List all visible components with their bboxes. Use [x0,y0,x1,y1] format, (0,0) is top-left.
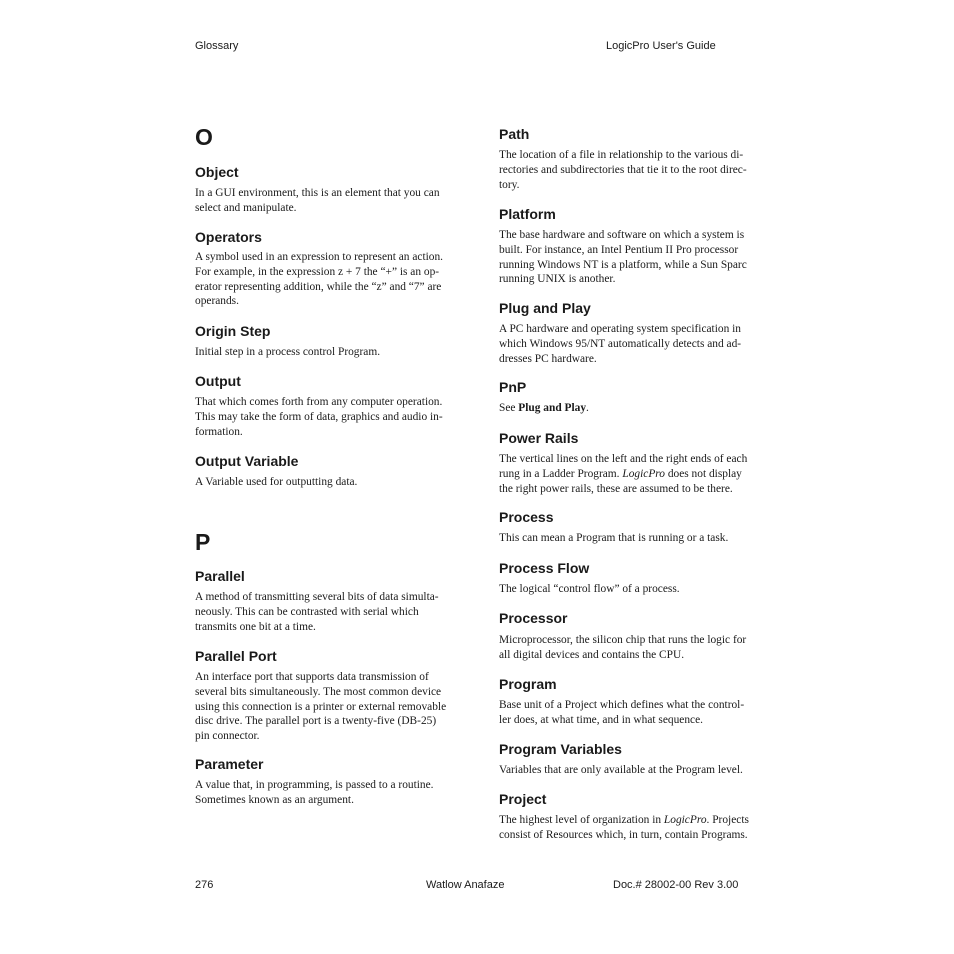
page-number: 276 [195,879,214,891]
term-parallel: Parallel [195,568,245,584]
term-operators: Operators [195,229,262,245]
definition-parameter: A value that, in programming, is passed to a routine. Sometimes known as an argument. [195,779,434,806]
term-project: Project [499,791,547,807]
definition-project: The highest level of organization in LogicPro. Projects consist of Resources which, in turn, contain Programs. [499,814,749,841]
term-pnp: PnP [499,379,527,395]
term-program: Program [499,676,557,692]
running-header-title: LogicPro User's Guide [606,40,716,52]
term-process: Process [499,509,554,525]
definition-origin-step: Initial step in a process control Program. [195,346,381,358]
footer-doc-number: Doc.# 28002-00 Rev 3.00 [613,879,739,891]
definition-power-rails: The vertical lines on the left and the right ends of each rung in a Ladder Program. LogicPro does not display the right power rails, these are assumed to be there. [499,453,748,495]
term-path: Path [499,126,530,142]
definition-parallel: A method of transmitting several bits of data simulta- neously. This can be contrasted with serial which transmits one bit at a time. [195,591,439,633]
term-parameter: Parameter [195,756,264,772]
definition-path: The location of a file in relationship to the various di- rectories and subdirectories that tie it to the root direc- tory. [499,149,747,191]
section-letter-o: O [195,124,213,150]
definition-output: That which comes forth from any computer operation. This may take the form of data, graphics and audio in- formation. [195,396,443,438]
term-origin-step: Origin Step [195,323,271,339]
footer-company: Watlow Anafaze [426,879,505,891]
running-header-section: Glossary [195,40,239,52]
definition-operators: A symbol used in an expression to represent an action. For example, in the expression z + 7 the “+” is an op- erator representing addition, while the “z” and “7” are operands. [195,251,444,308]
term-object: Object [195,164,239,180]
term-parallel-port: Parallel Port [195,648,277,664]
definition-program-variables: Variables that are only available at the Program level. [499,764,743,776]
definition-platform: The base hardware and software on which a system is built. For instance, an Intel Pentium II Pro processor running Windows NT is a platform, while a Sun Sparc running UNIX is another. [499,229,747,286]
cross-reference-plug-and-play: Plug and Play [518,402,587,414]
term-processor: Processor [499,610,568,626]
definition-pnp: See Plug and Play. [499,402,589,414]
section-letter-p: P [195,529,211,555]
term-program-variables: Program Variables [499,741,622,757]
definition-process: This can mean a Program that is running or a task. [499,532,729,544]
term-plug-and-play: Plug and Play [499,300,591,316]
definition-process-flow: The logical “control flow” of a process. [499,583,680,595]
definition-program: Base unit of a Project which defines what the control- ler does, at what time, and in what sequence. [499,699,745,726]
definition-processor: Microprocessor, the silicon chip that runs the logic for all digital devices and contains the CPU. [499,634,747,661]
term-output-variable: Output Variable [195,453,299,469]
definition-plug-and-play: A PC hardware and operating system specification in which Windows 95/NT automatically detects and ad- dresses PC hardware. [499,323,742,365]
term-power-rails: Power Rails [499,430,579,446]
definition-parallel-port: An interface port that supports data transmission of several bits simultaneously. The most common device using this connection is a printer or external removable disc drive. The parallel port is a twenty-five (DB-25) pin connector. [195,671,447,743]
term-process-flow: Process Flow [499,560,590,576]
definition-object: In a GUI environment, this is an element that you can select and manipulate. [195,187,440,214]
definition-output-variable: A Variable used for outputting data. [195,476,358,488]
term-platform: Platform [499,206,556,222]
term-output: Output [195,373,241,389]
